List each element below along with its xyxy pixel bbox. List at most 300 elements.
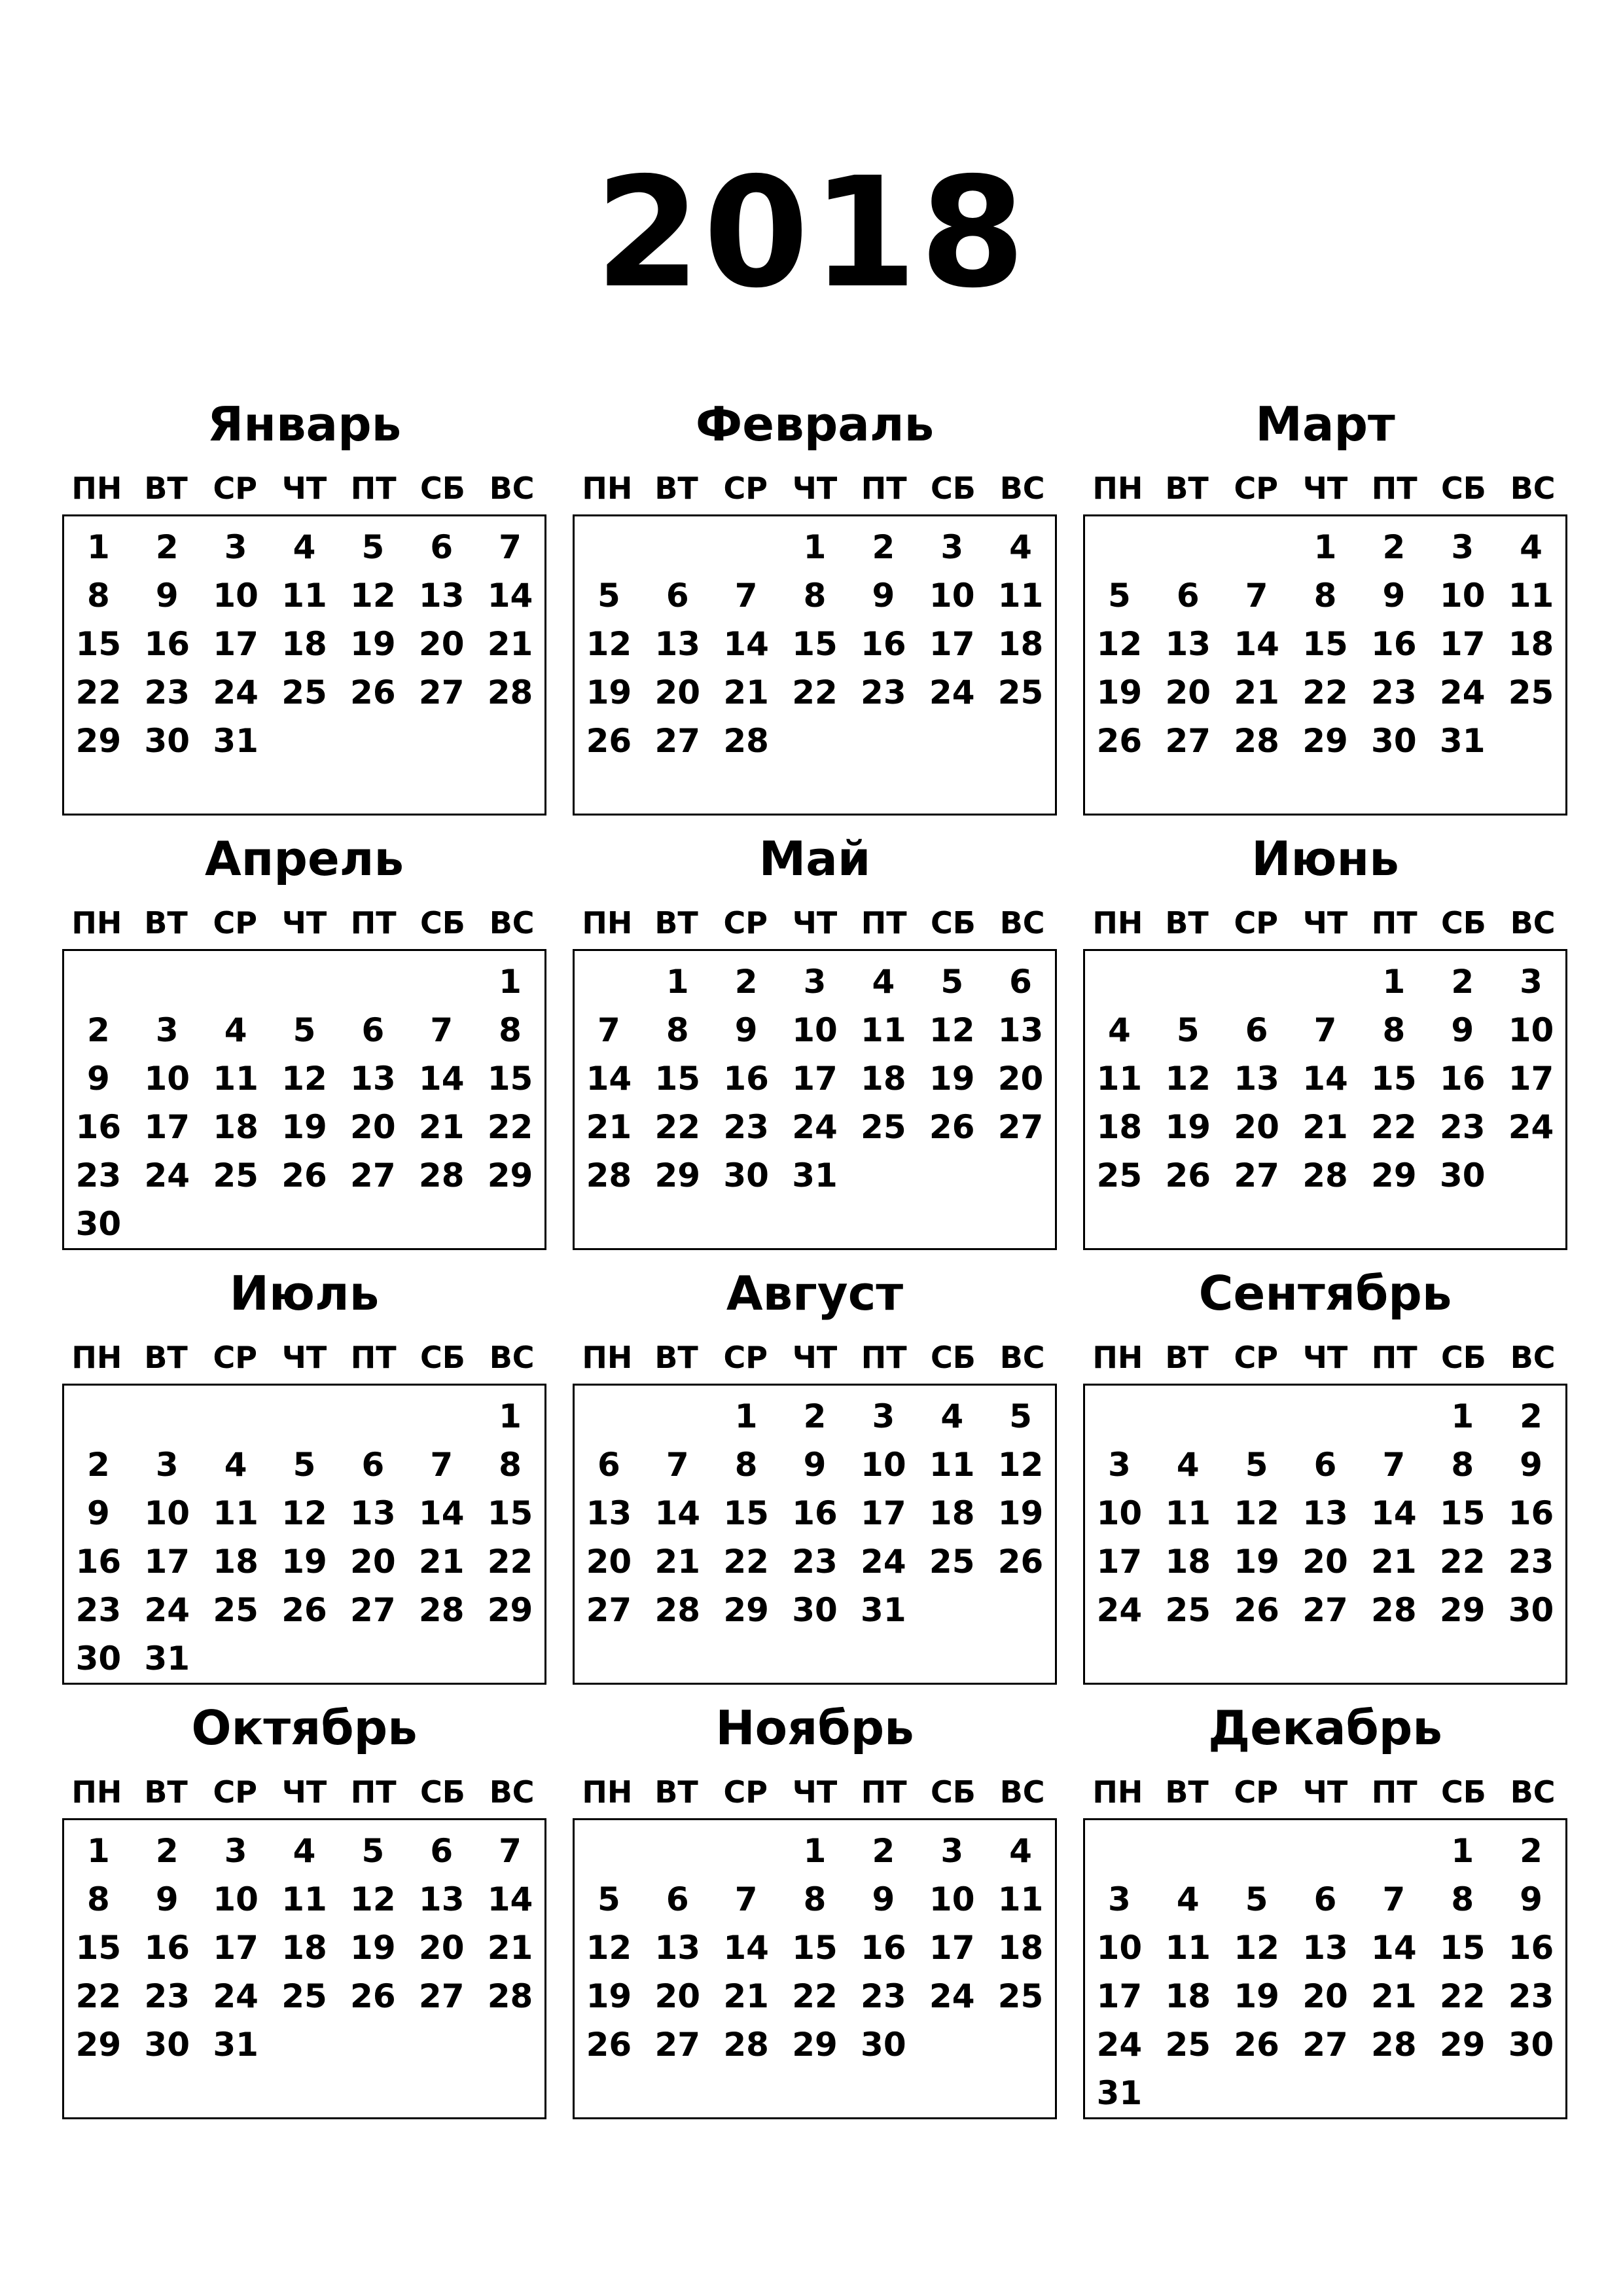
day-number: 22 (75, 673, 122, 711)
day-number: 28 (1371, 1591, 1417, 1629)
day-number: 16 (723, 1060, 769, 1098)
day-number: 5 (1176, 1011, 1200, 1049)
day-number: 9 (1382, 577, 1406, 615)
day-number: 27 (654, 722, 701, 760)
day-number: 24 (1096, 1591, 1143, 1629)
weekday-label: ПН (71, 905, 122, 941)
day-number: 20 (418, 1929, 465, 1967)
weekday-label: СР (1234, 471, 1279, 506)
weekday-label: ПН (71, 471, 122, 506)
day-number: 14 (487, 1880, 533, 1918)
weekday-label: ВТ (1165, 905, 1209, 941)
weekday-label: ЧТ (1302, 1774, 1348, 1810)
day-number: 25 (281, 1977, 327, 2015)
weekday-label: СР (213, 1340, 258, 1375)
day-number: 6 (1176, 577, 1200, 615)
day-number: 4 (1520, 528, 1543, 566)
day-number: 27 (1165, 722, 1211, 760)
day-number: 7 (1382, 1880, 1406, 1918)
day-number: 16 (861, 1929, 906, 1967)
day-number: 3 (224, 1832, 247, 1870)
day-number: 30 (75, 1640, 122, 1677)
weekday-label: ПТ (350, 471, 397, 506)
day-number: 10 (144, 1494, 190, 1532)
day-number: 18 (1165, 1977, 1211, 2015)
day-number: 30 (792, 1591, 838, 1629)
day-number: 5 (1009, 1397, 1032, 1435)
day-number: 11 (997, 577, 1044, 615)
day-number: 25 (861, 1108, 906, 1146)
month-days-box (1083, 1384, 1567, 1685)
day-number: 6 (1313, 1880, 1337, 1918)
day-number: 21 (654, 1543, 701, 1581)
day-number: 14 (1234, 625, 1279, 663)
day-number: 25 (281, 673, 327, 711)
day-number: 8 (499, 1446, 522, 1484)
month-block (1083, 1261, 1567, 1695)
day-number: 1 (87, 1832, 110, 1870)
month-block (62, 1261, 546, 1695)
day-number: 9 (155, 1880, 179, 1918)
day-number: 15 (487, 1494, 533, 1532)
day-number: 6 (430, 1832, 454, 1870)
day-number: 28 (723, 2026, 769, 2064)
day-number: 10 (861, 1446, 906, 1484)
day-number: 2 (734, 963, 758, 1001)
day-number: 22 (723, 1543, 769, 1581)
day-number: 6 (1313, 1446, 1337, 1484)
weekday-label: ПТ (861, 1340, 907, 1375)
day-grid (575, 523, 1055, 765)
day-number: 26 (1234, 2026, 1279, 2064)
day-number: 9 (1520, 1880, 1543, 1918)
day-number: 17 (1096, 1543, 1143, 1581)
day-number: 23 (1508, 1543, 1554, 1581)
day-number: 20 (1165, 673, 1211, 711)
day-number: 20 (1302, 1977, 1348, 2015)
weekday-header (573, 469, 1057, 508)
day-number: 15 (1439, 1929, 1486, 1967)
weekday-label: ЧТ (792, 1774, 838, 1810)
weekday-label: СБ (931, 1340, 976, 1375)
day-grid (64, 1392, 544, 1683)
month-days-box (573, 514, 1057, 816)
weekday-label: ЧТ (281, 1774, 327, 1810)
day-number: 8 (1451, 1446, 1474, 1484)
weekday-label: СР (723, 905, 768, 941)
day-number: 31 (1096, 2074, 1143, 2112)
day-number: 1 (499, 1397, 522, 1435)
day-number: 18 (997, 625, 1044, 663)
day-number: 26 (929, 1108, 975, 1146)
day-number: 14 (418, 1060, 465, 1098)
day-grid (1085, 523, 1565, 765)
day-number: 17 (1096, 1977, 1143, 2015)
day-number: 19 (586, 673, 632, 711)
day-number: 9 (87, 1494, 110, 1532)
weekday-label: ВТ (144, 1774, 188, 1810)
day-number: 2 (87, 1011, 110, 1049)
month-name: Октябрь (191, 1700, 418, 1755)
day-grid (575, 1827, 1055, 2069)
day-number: 21 (418, 1108, 465, 1146)
month-days-box (62, 949, 546, 1250)
day-number: 29 (723, 1591, 769, 1629)
day-number: 28 (1302, 1157, 1348, 1194)
day-number: 5 (361, 1832, 385, 1870)
day-number: 22 (75, 1977, 122, 2015)
day-number: 2 (155, 528, 179, 566)
day-number: 14 (723, 625, 769, 663)
month-block (1083, 1695, 1567, 2130)
day-number: 22 (1439, 1977, 1486, 2015)
day-number: 29 (1439, 2026, 1486, 2064)
day-number: 20 (1302, 1543, 1348, 1581)
day-grid (64, 958, 544, 1248)
day-number: 17 (1508, 1060, 1554, 1098)
day-number: 20 (654, 1977, 701, 2015)
day-number: 27 (1302, 2026, 1348, 2064)
day-number: 3 (1451, 528, 1474, 566)
day-number: 11 (213, 1060, 259, 1098)
day-number: 7 (499, 528, 522, 566)
day-number: 16 (75, 1543, 122, 1581)
day-number: 27 (350, 1591, 396, 1629)
month-name: Январь (207, 397, 402, 452)
day-number: 31 (861, 1591, 906, 1629)
day-number: 11 (1165, 1929, 1211, 1967)
day-number: 19 (281, 1543, 327, 1581)
day-number: 14 (1371, 1494, 1417, 1532)
day-grid (575, 1392, 1055, 1634)
day-number: 1 (1382, 963, 1406, 1001)
weekday-label: ВС (999, 905, 1045, 941)
month-days-box (573, 1384, 1057, 1685)
day-number: 18 (213, 1543, 259, 1581)
weekday-label: ВТ (1165, 1340, 1209, 1375)
day-number: 12 (281, 1060, 327, 1098)
day-number: 13 (350, 1060, 396, 1098)
day-number: 6 (361, 1011, 385, 1049)
day-number: 6 (1245, 1011, 1268, 1049)
day-number: 21 (723, 673, 769, 711)
day-number: 12 (1165, 1060, 1211, 1098)
weekday-label: ВТ (144, 1340, 188, 1375)
day-number: 28 (487, 1977, 533, 2015)
day-number: 3 (1108, 1880, 1131, 1918)
day-number: 18 (281, 1929, 327, 1967)
day-number: 30 (723, 1157, 769, 1194)
day-number: 31 (213, 2026, 259, 2064)
day-number: 15 (723, 1494, 769, 1532)
weekday-label: ПН (582, 1340, 633, 1375)
day-number: 7 (1245, 577, 1268, 615)
day-number: 24 (792, 1108, 838, 1146)
weekday-label: ПН (582, 1774, 633, 1810)
day-number: 8 (499, 1011, 522, 1049)
day-number: 20 (997, 1060, 1044, 1098)
month-days-box (573, 1818, 1057, 2119)
weekday-header (573, 1772, 1057, 1812)
day-number: 5 (1245, 1880, 1268, 1918)
day-number: 16 (75, 1108, 122, 1146)
day-number: 27 (1302, 1591, 1348, 1629)
day-number: 28 (418, 1157, 465, 1194)
day-number: 10 (1096, 1494, 1143, 1532)
month-name: Июнь (1251, 831, 1399, 886)
day-number: 29 (792, 2026, 838, 2064)
weekday-label: ЧТ (792, 471, 838, 506)
day-number: 8 (1382, 1011, 1406, 1049)
day-number: 3 (1108, 1446, 1131, 1484)
day-number: 24 (213, 1977, 259, 2015)
month-block (1083, 391, 1567, 826)
weekday-header (1083, 1772, 1567, 1812)
day-number: 25 (997, 673, 1044, 711)
weekday-label: ЧТ (1302, 471, 1348, 506)
weekday-header (1083, 1338, 1567, 1377)
month-name: Ноябрь (715, 1700, 914, 1755)
weekday-label: ЧТ (792, 905, 838, 941)
day-number: 5 (597, 1880, 620, 1918)
day-number: 9 (803, 1446, 827, 1484)
day-number: 7 (430, 1011, 454, 1049)
day-number: 4 (293, 1832, 316, 1870)
day-number: 7 (734, 1880, 758, 1918)
day-number: 27 (654, 2026, 701, 2064)
day-number: 25 (1096, 1157, 1143, 1194)
day-number: 30 (1371, 722, 1417, 760)
month-block (573, 1695, 1057, 2130)
day-number: 26 (350, 1977, 396, 2015)
day-number: 25 (1508, 673, 1554, 711)
day-number: 3 (1520, 963, 1543, 1001)
day-number: 9 (87, 1060, 110, 1098)
weekday-label: ВС (1510, 1774, 1556, 1810)
day-number: 7 (1382, 1446, 1406, 1484)
day-number: 30 (1508, 2026, 1554, 2064)
day-number: 12 (997, 1446, 1044, 1484)
day-number: 23 (723, 1108, 769, 1146)
day-number: 26 (1096, 722, 1143, 760)
day-grid (64, 523, 544, 765)
day-number: 20 (350, 1543, 396, 1581)
weekday-header (62, 1338, 546, 1377)
day-number: 19 (929, 1060, 975, 1098)
day-number: 14 (654, 1494, 701, 1532)
day-number: 24 (1439, 673, 1486, 711)
weekday-label: ВТ (144, 471, 188, 506)
day-number: 11 (213, 1494, 259, 1532)
day-number: 26 (586, 722, 632, 760)
weekday-label: СР (723, 1340, 768, 1375)
day-number: 17 (144, 1108, 190, 1146)
day-number: 22 (487, 1108, 533, 1146)
day-number: 13 (418, 577, 465, 615)
day-number: 24 (144, 1591, 190, 1629)
day-number: 25 (213, 1157, 259, 1194)
day-number: 4 (224, 1446, 247, 1484)
day-number: 26 (997, 1543, 1044, 1581)
day-number: 11 (929, 1446, 975, 1484)
day-number: 13 (654, 625, 701, 663)
day-number: 27 (418, 673, 465, 711)
day-number: 10 (929, 577, 975, 615)
day-number: 20 (1234, 1108, 1279, 1146)
day-number: 21 (723, 1977, 769, 2015)
day-number: 17 (213, 625, 259, 663)
weekday-label: СБ (1441, 1774, 1486, 1810)
day-number: 1 (1313, 528, 1337, 566)
day-number: 27 (997, 1108, 1044, 1146)
day-number: 4 (293, 528, 316, 566)
month-days-box (62, 1384, 546, 1685)
day-number: 13 (997, 1011, 1044, 1049)
day-number: 11 (281, 577, 327, 615)
weekday-label: ВТ (654, 1340, 698, 1375)
weekday-label: СР (1234, 1774, 1279, 1810)
day-number: 12 (350, 577, 396, 615)
month-block (62, 391, 546, 826)
day-number: 17 (1439, 625, 1486, 663)
day-number: 16 (144, 1929, 190, 1967)
day-number: 7 (734, 577, 758, 615)
day-number: 13 (654, 1929, 701, 1967)
weekday-label: ПТ (1371, 1774, 1418, 1810)
weekday-label: СР (213, 905, 258, 941)
day-number: 1 (1451, 1832, 1474, 1870)
weekday-label: ВТ (144, 905, 188, 941)
day-number: 4 (1009, 1832, 1032, 1870)
weekday-header (573, 903, 1057, 942)
weekday-label: СР (723, 471, 768, 506)
day-number: 15 (75, 625, 122, 663)
day-number: 2 (1451, 963, 1474, 1001)
day-number: 4 (1108, 1011, 1131, 1049)
day-number: 6 (361, 1446, 385, 1484)
day-number: 23 (144, 1977, 190, 2015)
day-number: 5 (940, 963, 964, 1001)
day-number: 22 (1371, 1108, 1417, 1146)
weekday-label: ПН (71, 1340, 122, 1375)
day-number: 11 (861, 1011, 906, 1049)
day-number: 7 (1313, 1011, 1337, 1049)
day-number: 9 (1520, 1446, 1543, 1484)
weekday-label: СБ (931, 905, 976, 941)
day-number: 13 (1234, 1060, 1279, 1098)
day-number: 21 (1371, 1543, 1417, 1581)
day-number: 21 (487, 625, 533, 663)
day-number: 18 (861, 1060, 906, 1098)
day-grid (1085, 1392, 1565, 1634)
day-number: 8 (803, 1880, 827, 1918)
day-number: 14 (418, 1494, 465, 1532)
day-number: 24 (144, 1157, 190, 1194)
day-number: 13 (586, 1494, 632, 1532)
day-number: 28 (1234, 722, 1279, 760)
day-number: 18 (281, 625, 327, 663)
day-number: 1 (499, 963, 522, 1001)
month-name: Апрель (204, 831, 404, 886)
weekday-label: СБ (420, 1774, 465, 1810)
month-name: Сентябрь (1198, 1266, 1452, 1321)
day-number: 10 (1096, 1929, 1143, 1967)
day-number: 8 (1313, 577, 1337, 615)
weekday-label: ПН (582, 905, 633, 941)
day-number: 19 (1096, 673, 1143, 711)
month-name: Август (726, 1266, 904, 1321)
weekday-label: ЧТ (1302, 905, 1348, 941)
day-number: 4 (224, 1011, 247, 1049)
day-number: 19 (281, 1108, 327, 1146)
day-number: 20 (418, 625, 465, 663)
day-number: 30 (75, 1205, 122, 1243)
day-number: 25 (1165, 1591, 1211, 1629)
day-number: 6 (597, 1446, 620, 1484)
day-number: 11 (1165, 1494, 1211, 1532)
day-number: 9 (1451, 1011, 1474, 1049)
day-number: 23 (1371, 673, 1417, 711)
weekday-header (1083, 903, 1567, 942)
weekday-label: ВТ (654, 471, 698, 506)
day-number: 19 (350, 625, 396, 663)
day-number: 27 (1234, 1157, 1279, 1194)
day-number: 21 (487, 1929, 533, 1967)
weekday-label: СБ (1441, 905, 1486, 941)
day-number: 20 (350, 1108, 396, 1146)
day-number: 12 (1096, 625, 1143, 663)
day-number: 26 (586, 2026, 632, 2064)
day-number: 29 (487, 1591, 533, 1629)
day-number: 29 (487, 1157, 533, 1194)
day-number: 30 (144, 722, 190, 760)
day-number: 10 (213, 1880, 259, 1918)
weekday-label: ЧТ (281, 905, 327, 941)
day-number: 15 (792, 1929, 838, 1967)
day-number: 29 (1302, 722, 1348, 760)
day-number: 6 (666, 1880, 689, 1918)
day-number: 26 (1234, 1591, 1279, 1629)
weekday-label: ВС (489, 905, 535, 941)
month-block (573, 391, 1057, 826)
weekday-header (62, 469, 546, 508)
day-number: 30 (144, 2026, 190, 2064)
day-number: 12 (350, 1880, 396, 1918)
day-number: 26 (281, 1591, 327, 1629)
day-grid (64, 1827, 544, 2069)
day-number: 15 (1371, 1060, 1417, 1098)
day-number: 18 (213, 1108, 259, 1146)
day-number: 4 (940, 1397, 964, 1435)
day-number: 3 (872, 1397, 895, 1435)
day-number: 24 (213, 673, 259, 711)
day-number: 9 (734, 1011, 758, 1049)
day-number: 3 (224, 528, 247, 566)
day-number: 24 (861, 1543, 906, 1581)
month-days-box (573, 949, 1057, 1250)
day-number: 29 (75, 722, 122, 760)
day-number: 22 (1302, 673, 1348, 711)
day-number: 16 (1439, 1060, 1486, 1098)
weekday-label: СР (723, 1774, 768, 1810)
day-number: 2 (155, 1832, 179, 1870)
day-number: 5 (1108, 577, 1131, 615)
day-number: 19 (1234, 1543, 1279, 1581)
month-days-box (62, 514, 546, 816)
day-number: 28 (1371, 2026, 1417, 2064)
day-number: 11 (281, 1880, 327, 1918)
day-number: 12 (1234, 1929, 1279, 1967)
